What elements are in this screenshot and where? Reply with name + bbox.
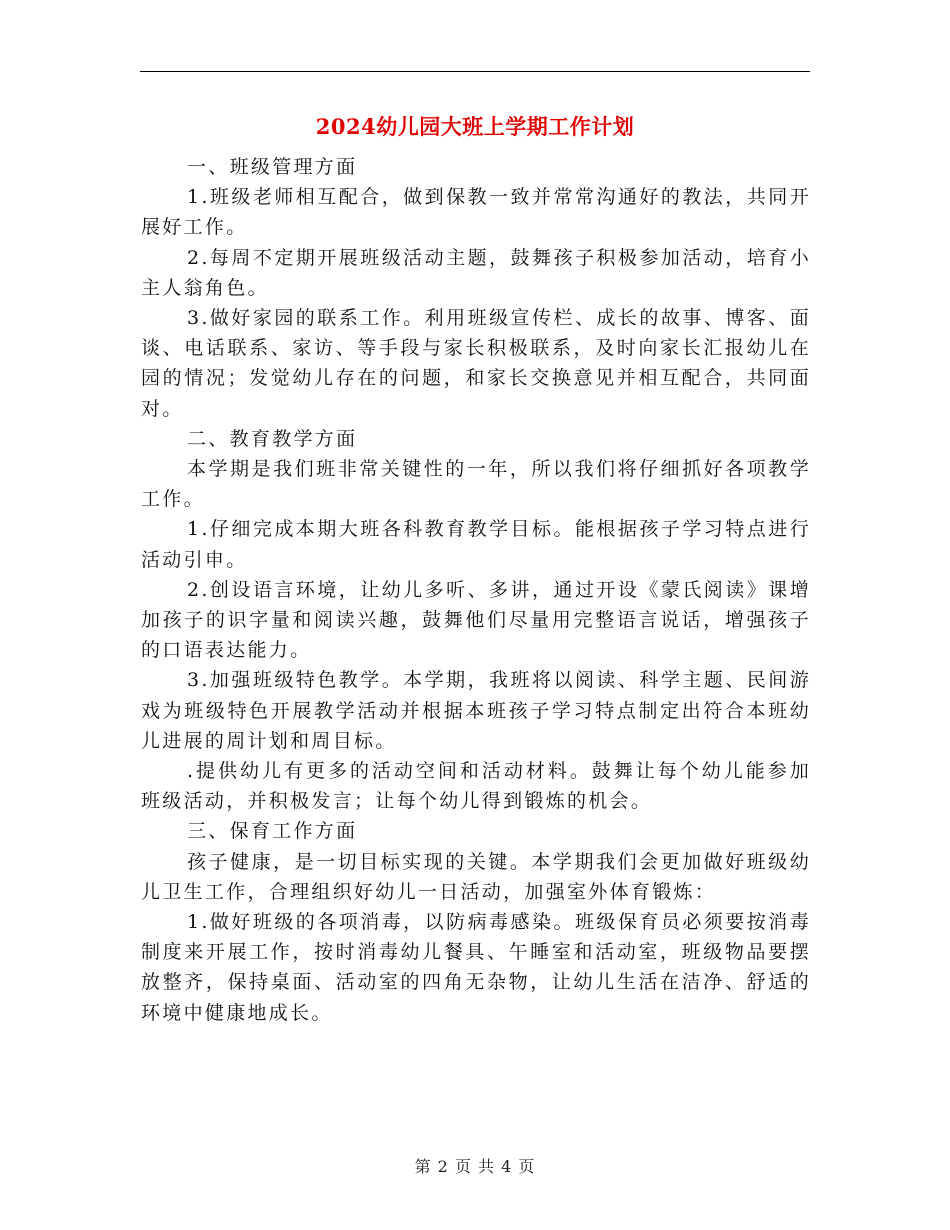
paragraph: 1.做好班级的各项消毒，以防病毒感染。班级保育员必须要按消毒制度来开展工作，按时消毒幼儿餐具、午睡室和活动室，班级物品要摆放整齐，保持桌面、活动室的四角无杂物，让幼儿生活在洁净、舒适的环境中健康地成长。 bbox=[141, 911, 811, 1024]
paragraph: 2.每周不定期开展班级活动主题，鼓舞孩子积极参加活动，培育小主人翁角色。 bbox=[141, 246, 811, 299]
document-title: 2024幼儿园大班上学期工作计划 bbox=[315, 114, 635, 139]
paragraph: 1.班级老师相互配合，做到保教一致并常常沟通好的教法，共同开展好工作。 bbox=[141, 186, 811, 239]
paragraph: 孩子健康，是一切目标实现的关键。本学期我们会更加做好班级幼儿卫生工作，合理组织好幼儿一日活动，加强室外体育锻炼： bbox=[141, 850, 811, 903]
paragraph: 本学期是我们班非常关键性的一年，所以我们将仔细抓好各项教学工作。 bbox=[141, 458, 811, 511]
paragraph: .提供幼儿有更多的活动空间和活动材料。鼓舞让每个幼儿能参加班级活动，并积极发言；让每个幼儿得到锻炼的机会。 bbox=[141, 760, 811, 813]
section-heading-education: 二、教育教学方面 bbox=[187, 427, 358, 450]
section-heading-class-management: 一、班级管理方面 bbox=[187, 156, 358, 178]
paragraph: 3.加强班级特色教学。本学期，我班将以阅读、科学主题、民间游戏为班级特色开展教学活动并根据本班孩子学习特点制定出符合本班幼儿进展的周计划和周目标。 bbox=[141, 669, 811, 752]
paragraph: 2.创设语言环境，让幼儿多听、多讲，通过开设《蒙氏阅读》课增加孩子的识字量和阅读兴趣，鼓舞他们尽量用完整语言说话，增强孩子的口语表达能力。 bbox=[141, 578, 811, 662]
paragraph: 1.仔细完成本期大班各科教育教学目标。能根据孩子学习特点进行活动引申。 bbox=[141, 518, 811, 571]
page-number-footer: 第 2 页 共 4 页 bbox=[414, 1157, 536, 1176]
paragraph: 3.做好家园的联系工作。利用班级宣传栏、成长的故事、博客、面谈、电话联系、家访、等手段与家长积极联系，及时向家长汇报幼儿在园的情况；发觉幼儿存在的问题，和家长交换意见并相互配合，共同面对。 bbox=[141, 307, 811, 420]
document-body bbox=[141, 152, 811, 1028]
header-rule bbox=[140, 71, 810, 72]
section-heading-childcare: 三、保育工作方面 bbox=[187, 820, 358, 843]
